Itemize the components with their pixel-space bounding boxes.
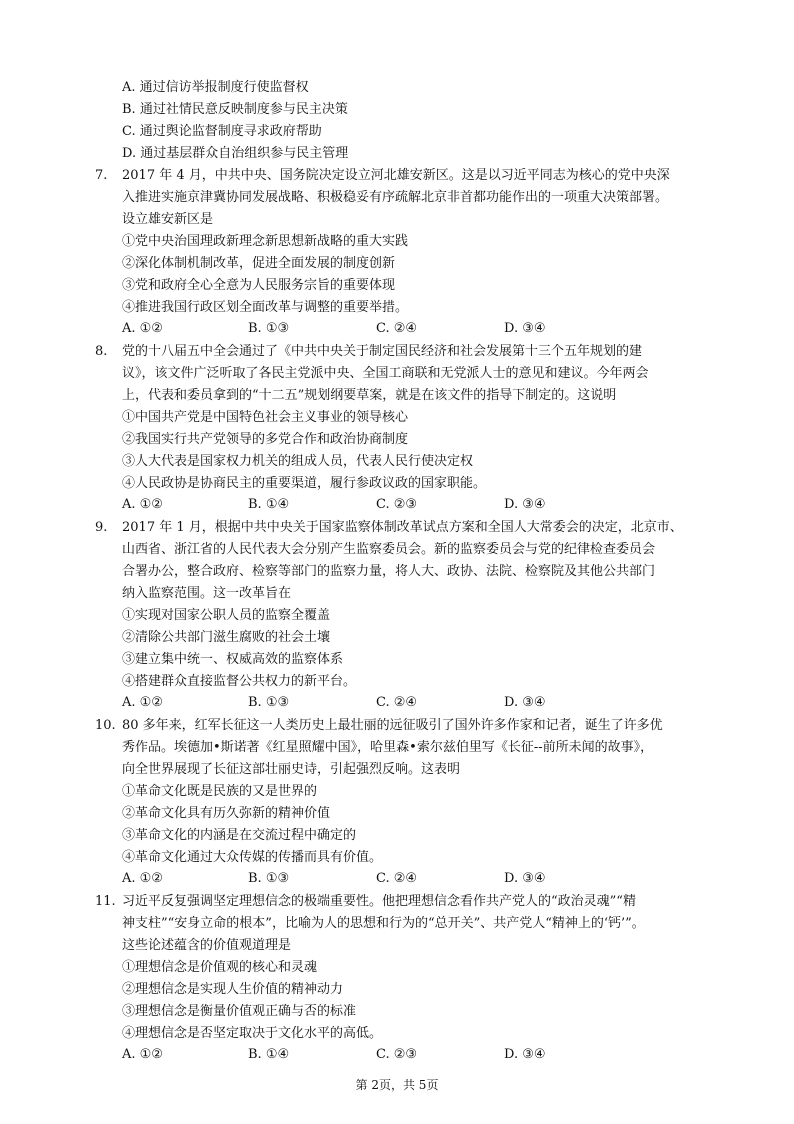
choice-c: C. ②④	[376, 695, 418, 710]
statement-item: ②清除公共部门滋生腐败的社会土壤	[122, 630, 331, 645]
choice-d: D. ③④	[504, 1047, 546, 1062]
statement-item: ①理想信念是价值观的核心和灵魂	[122, 960, 318, 975]
statement-item: ④搭建群众直接监督公共权力的新平台。	[122, 674, 357, 689]
choice-b: B. ①③	[248, 871, 290, 886]
statement-item: ②革命文化具有历久弥新的精神价值	[122, 806, 331, 821]
question-number: 9.	[95, 520, 108, 535]
question-number: 8.	[95, 344, 108, 359]
question-stem-line: 山西省、浙江省的人民代表大会分别产生监察委员会。新的监察委员会与党的纪律检查委员会	[122, 542, 656, 557]
question-stem-line: 上，代表和委员拿到的“十二五”规划纲要草案，就是在该文件的指导下制定的。这说明	[122, 388, 617, 403]
q6-option-c: C. 通过舆论监督制度寻求政府帮助	[122, 124, 322, 139]
question-stem-line: 80 多年来，红军长征这一人类历史上最壮丽的远征吸引了国外许多作家和记者，诞生了许多优	[122, 718, 663, 733]
choice-d: D. ③④	[504, 497, 546, 512]
statement-item: ①实现对国家公职人员的监察全覆盖	[122, 608, 331, 623]
choice-d: D. ③④	[504, 695, 546, 710]
question-stem-line: 设立雄安新区是	[122, 212, 214, 227]
answer-choices	[122, 494, 642, 516]
statement-item: ②我国实行共产党领导的多党合作和政治协商制度	[122, 432, 409, 447]
answer-choices	[122, 692, 642, 714]
statement-item: ③人大代表是国家权力机关的组成人员，代表人民行使决定权	[122, 454, 474, 469]
choice-c: C. ②④	[376, 321, 418, 336]
statement-item: ①革命文化既是民族的又是世界的	[122, 784, 318, 799]
statement-item: ④推进我国行政区划全面改革与调整的重要举措。	[122, 300, 409, 315]
q6-option-a: A. 通过信访举报制度行使监督权	[122, 80, 309, 95]
choice-a: A. ①②	[122, 1047, 163, 1062]
question-stem-line: 入推进实施京津冀协同发展战略、积极稳妥有序疏解北京非首都功能作出的一项重大决策部署。	[122, 190, 669, 205]
choice-c: C. ②④	[376, 871, 418, 886]
question-stem-line: 议》，该文件广泛听取了各民主党派中央、全国工商联和无党派人士的意见和建议。今年两会	[122, 366, 649, 381]
statement-item: ①中国共产党是中国特色社会主义事业的领导核心	[122, 410, 409, 425]
statement-item: ④理想信念是否坚定取决于文化水平的高低。	[122, 1026, 383, 1041]
choice-a: A. ①②	[122, 321, 163, 336]
statement-item: ③革命文化的内涵是在交流过程中确定的	[122, 828, 357, 843]
question-number: 11.	[95, 894, 116, 909]
question-stem-line: 秀作品。埃德加•斯诺著《红星照耀中国》，哈里森•索尔兹伯里写《长征--前所未闻的故事》，	[122, 740, 654, 755]
choice-c: C. ②③	[376, 1047, 418, 1062]
question-number: 7.	[95, 168, 108, 183]
answer-choices	[122, 868, 642, 890]
choice-a: A. ①②	[122, 871, 163, 886]
choice-a: A. ①②	[122, 695, 163, 710]
statement-item: ②深化体制机制改革，促进全面发展的制度创新	[122, 256, 396, 271]
question-stem-line: 合署办公，整合政府、检察等部门的监察力量，将人大、政协、法院、检察院及其他公共部门	[122, 564, 656, 579]
choice-b: B. ①④	[248, 497, 290, 512]
q6-option-d: D. 通过基层群众自治组织参与民主管理	[122, 146, 349, 161]
statement-item: ③理想信念是衡量价值观正确与否的标准	[122, 1004, 357, 1019]
statement-item: ④人民政协是协商民主的重要渠道，履行参政议政的国家职能。	[122, 476, 487, 491]
choice-a: A. ①②	[122, 497, 163, 512]
question-stem-line: 神支柱”“安身立命的根本”，比喻为人的思想和行为的“总开关”、共产党人“精神上的‘钙’”。	[122, 916, 645, 931]
question-stem-line: 2017 年 4 月，中共中央、国务院决定设立河北雄安新区。这是以习近平同志为核心的党中央深	[122, 168, 670, 183]
page-number-footer: 第 2页，共 5页	[355, 1078, 439, 1092]
question-number: 10.	[95, 718, 116, 733]
choice-c: C. ②③	[376, 497, 418, 512]
statement-item: ③建立集中统一、权威高效的监察体系	[122, 652, 344, 667]
q6-option-b: B. 通过社情民意反映制度参与民主决策	[122, 102, 348, 117]
choice-d: D. ③④	[504, 871, 546, 886]
statement-item: ③党和政府全心全意为人民服务宗旨的重要体现	[122, 278, 396, 293]
statement-item: ④革命文化通过大众传媒的传播而具有价值。	[122, 850, 383, 865]
choice-b: B. ①③	[248, 321, 290, 336]
question-stem-line: 2017 年 1 月，根据中共中央关于国家监察体制改革试点方案和全国人大常委会的决定，北京市、	[122, 520, 683, 535]
statement-item: ②理想信念是实现人生价值的精神动力	[122, 982, 344, 997]
statement-item: ①党中央治国理政新理念新思想新战略的重大实践	[122, 234, 409, 249]
choice-d: D. ③④	[504, 321, 546, 336]
question-stem-line: 向全世界展现了长征这部壮丽史诗，引起强烈反响。这表明	[122, 762, 461, 777]
answer-choices	[122, 318, 642, 340]
answer-choices	[122, 1044, 642, 1066]
question-stem-line: 习近平反复强调坚定理想信念的极端重要性。他把理想信念看作共产党人的“政治灵魂”“精	[122, 894, 636, 909]
question-stem-line: 这些论述蕴含的价值观道理是	[122, 938, 292, 953]
question-stem-line: 纳入监察范围。这一改革旨在	[122, 586, 292, 601]
choice-b: B. ①④	[248, 1047, 290, 1062]
choice-b: B. ①③	[248, 695, 290, 710]
question-stem-line: 党的十八届五中全会通过了《中共中央关于制定国民经济和社会发展第十三个五年规划的建	[122, 344, 643, 359]
